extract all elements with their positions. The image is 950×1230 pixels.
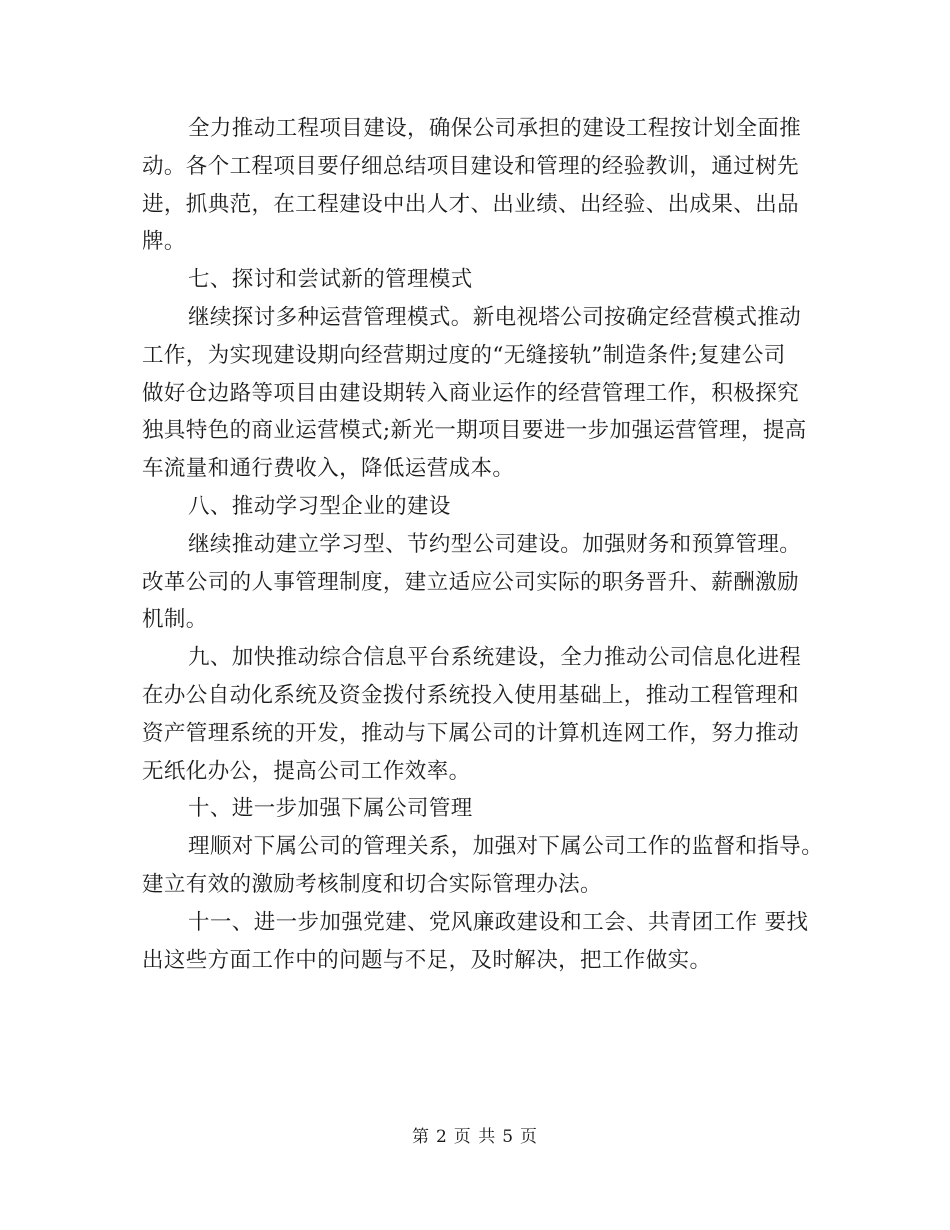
text-line: 牌。 [142,229,186,255]
text-line: 车流量和通行费收入，降低运营成本。 [142,456,515,482]
text-line: 进，抓典范，在工程建设中出人才、出业绩、出经验、出成果、出品 [142,191,800,217]
heading-text: 七、探讨和尝试新的管理模式 [188,267,473,293]
text-line: 在办公自动化系统及资金拨付系统投入使用基础上，推动工程管理和 [142,682,800,708]
paragraph-learning [142,526,814,639]
current-page-number: 2 [435,1127,448,1147]
section-heading-9 [142,639,814,790]
heading-text: 八、推动学习型企业的建设 [188,493,451,519]
total-pages-number: 5 [502,1127,515,1147]
paragraph-subsidiaries [142,828,824,904]
text-line: 机制。 [142,607,208,633]
page-footer [0,1127,950,1147]
text-line: 全力推动工程项目建设，确保公司承担的建设工程按计划全面推 [188,116,802,141]
heading-text: 十一、进一步加强党建、党风廉政建设和工会、共青团工作 要找 [188,909,809,935]
text-line: 理顺对下属公司的管理关系，加强对下属公司工作的监督和指导。 [188,834,824,860]
text-line: 无纸化办公，提高公司工作效率。 [142,758,471,784]
section-heading-11 [142,904,814,980]
text-line: 建立有效的激励考核制度和切合实际管理办法。 [142,871,602,897]
text-line: 改革公司的人事管理制度，建立适应公司实际的职务晋升、薪酬激励 [142,569,800,595]
text-line: 资产管理系统的开发，推动与下属公司的计算机连网工作，努力推动 [142,720,800,746]
footer-suffix: 页 [520,1127,539,1147]
text-line: 独具特色的商业运营模式;新光一期项目要进一步加强运营管理，提高 [142,418,807,444]
heading-text: 九、加快推动综合信息平台系统建设，全力推动公司信息化进程 [188,645,802,671]
text-line: 继续探讨多种运营管理模式。新电视塔公司按确定经营模式推动 [188,304,802,330]
footer-middle: 页 共 [453,1127,497,1147]
text-line: 动。各个工程项目要仔细总结项目建设和管理的经验教训，通过树先 [142,153,800,179]
footer-prefix: 第 [411,1127,430,1147]
paragraph-engineering [142,110,814,261]
section-heading-10 [142,790,814,828]
text-line: 出这些方面工作中的问题与不足，及时解决，把工作做实。 [142,947,712,973]
section-heading-7 [142,261,814,299]
paragraph-operations [142,299,814,488]
text-line: 做好仓边路等项目由建设期转入商业运作的经营管理工作，积极探究 [142,380,800,406]
document-body [142,110,824,979]
text-line: 工作，为实现建设期向经营期过度的“无缝接轨”制造条件;复建公司 [142,342,786,368]
section-heading-8 [142,488,814,526]
heading-text: 十、进一步加强下属公司管理 [188,796,473,822]
text-line: 继续推动建立学习型、节约型公司建设。加强财务和预算管理。 [188,531,802,557]
